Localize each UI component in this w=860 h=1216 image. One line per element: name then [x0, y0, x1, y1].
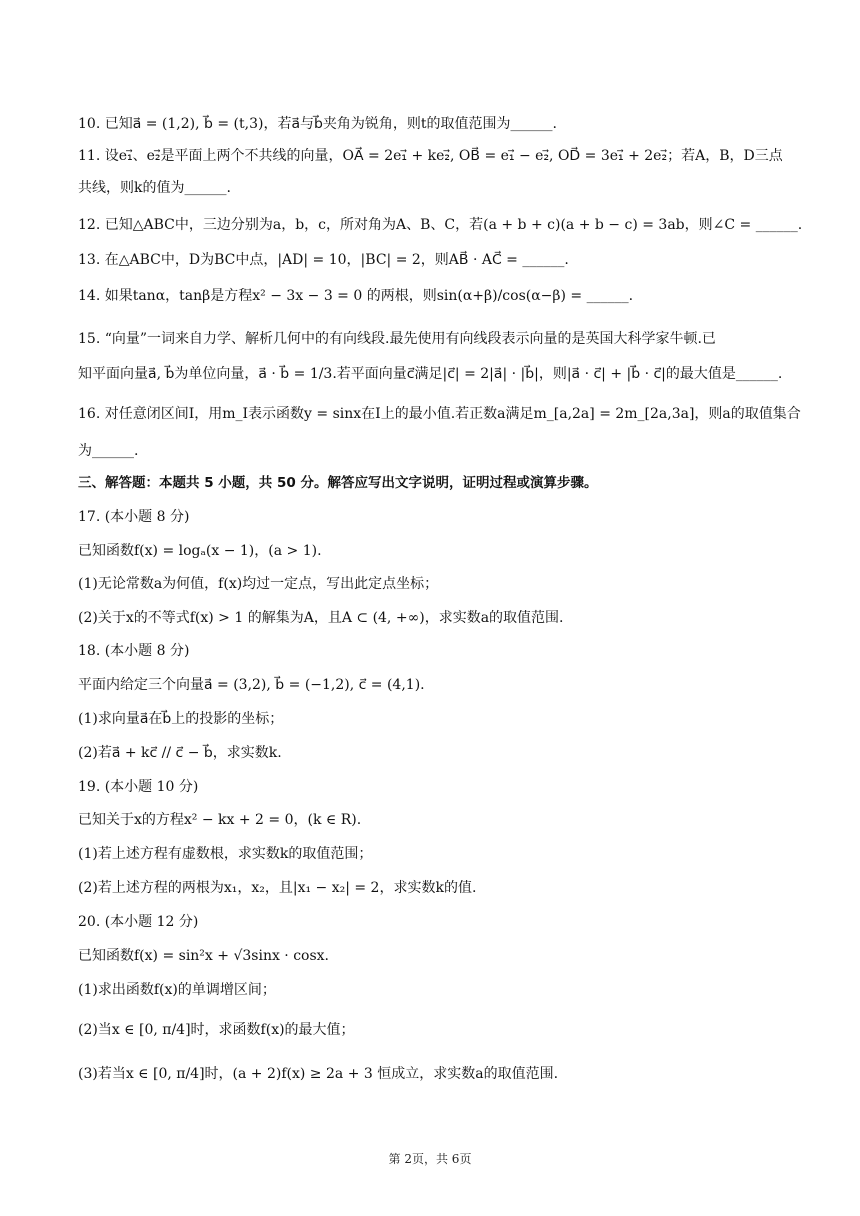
question-17-header: 17. (本小题 8 分): [78, 509, 190, 525]
question-20-part-1: (1)求出函数f(x)的单调增区间；: [78, 982, 276, 998]
question-19-part-1: (1)若上述方程有虚数根，求实数k的取值范围；: [78, 846, 373, 862]
question-12: 12. 已知△ABC中，三边分别为a，b，c，所对角为A、B、C，若(a + b + c)(a + b − c) = 3ab，则∠C = ______.: [78, 217, 803, 233]
question-15-line-1: 15. “向量”一词来自力学、解析几何中的有向线段.最先使用有向线段表示向量的是英国大科学家牛顿.已: [78, 331, 716, 347]
question-20-part-2: (2)当x ∈ [0, π/4]时，求函数f(x)的最大值；: [78, 1022, 355, 1038]
question-11-line-2: 共线，则k的值为______.: [78, 180, 231, 196]
question-10: 10. 已知a⃗ = (1,2), b⃗ = (t,3)，若a⃗与b⃗夹角为锐角，则t的取值范围为______.: [78, 116, 557, 132]
page-footer: 第 2页，共 6页: [388, 1152, 472, 1166]
question-18-stem: 平面内给定三个向量a⃗ = (3,2), b⃗ = (−1,2), c⃗ = (4,1).: [78, 677, 425, 693]
question-17-part-2: (2)关于x的不等式f(x) > 1 的解集为A，且A ⊂ (4, +∞)，求实数a的取值范围.: [78, 610, 564, 626]
question-11-line-1: 11. 设e₁⃗、e₂⃗是平面上两个不共线的向量，OA⃗ = 2e₁⃗ + ke₂⃗, OB⃗ = e₁⃗ − e₂⃗, OD⃗ = 3e₁⃗ + 2e₂⃗；若A，B，D三点: [78, 148, 783, 164]
question-16-line-1: 16. 对任意闭区间I，用m_I表示函数y = sinx在I上的最小值.若正数a满足m_[a,2a] = 2m_[2a,3a]，则a的取值集合: [78, 406, 801, 422]
question-17-part-1: (1)无论常数a为何值，f(x)均过一定点，写出此定点坐标；: [78, 576, 439, 592]
question-17-stem: 已知函数f(x) = logₐ(x − 1)，(a > 1).: [78, 543, 322, 559]
question-19-header: 19. (本小题 10 分): [78, 779, 199, 795]
question-20-header: 20. (本小题 12 分): [78, 914, 199, 930]
question-19-part-2: (2)若上述方程的两根为x₁，x₂，且|x₁ − x₂| = 2，求实数k的值.: [78, 880, 477, 896]
question-20-part-3: (3)若当x ∈ [0, π/4]时，(a + 2)f(x) ≥ 2a + 3 恒成立，求实数a的取值范围.: [78, 1066, 559, 1082]
question-15-line-2: 知平面向量a⃗, b⃗为单位向量，a⃗ · b⃗ = 1/3.若平面向量c⃗满足|c⃗| = 2|a⃗| · |b⃗|，则|a⃗ · c⃗| + |b⃗ · c⃗|的最大值是______.: [78, 366, 783, 382]
question-18-part-2: (2)若a⃗ + kc⃗ // c⃗ − b⃗，求实数k.: [78, 745, 282, 761]
question-18-part-1: (1)求向量a⃗在b⃗上的投影的坐标；: [78, 711, 284, 727]
section-heading-3: 三、解答题：本题共 5 小题，共 50 分。解答应写出文字说明，证明过程或演算步骤。: [78, 475, 598, 491]
question-13: 13. 在△ABC中，D为BC中点，|AD| = 10，|BC| = 2，则AB⃗ · AC⃗ = ______.: [78, 252, 569, 268]
question-14: 14. 如果tanα，tanβ是方程x² − 3x − 3 = 0 的两根，则sin(α+β)/cos(α−β) = ______.: [78, 288, 634, 304]
question-18-header: 18. (本小题 8 分): [78, 643, 190, 659]
question-16-line-2: 为______.: [78, 443, 139, 459]
question-20-stem: 已知函数f(x) = sin²x + √3sinx · cosx.: [78, 948, 330, 964]
question-19-stem: 已知关于x的方程x² − kx + 2 = 0，(k ∈ R).: [78, 812, 362, 828]
